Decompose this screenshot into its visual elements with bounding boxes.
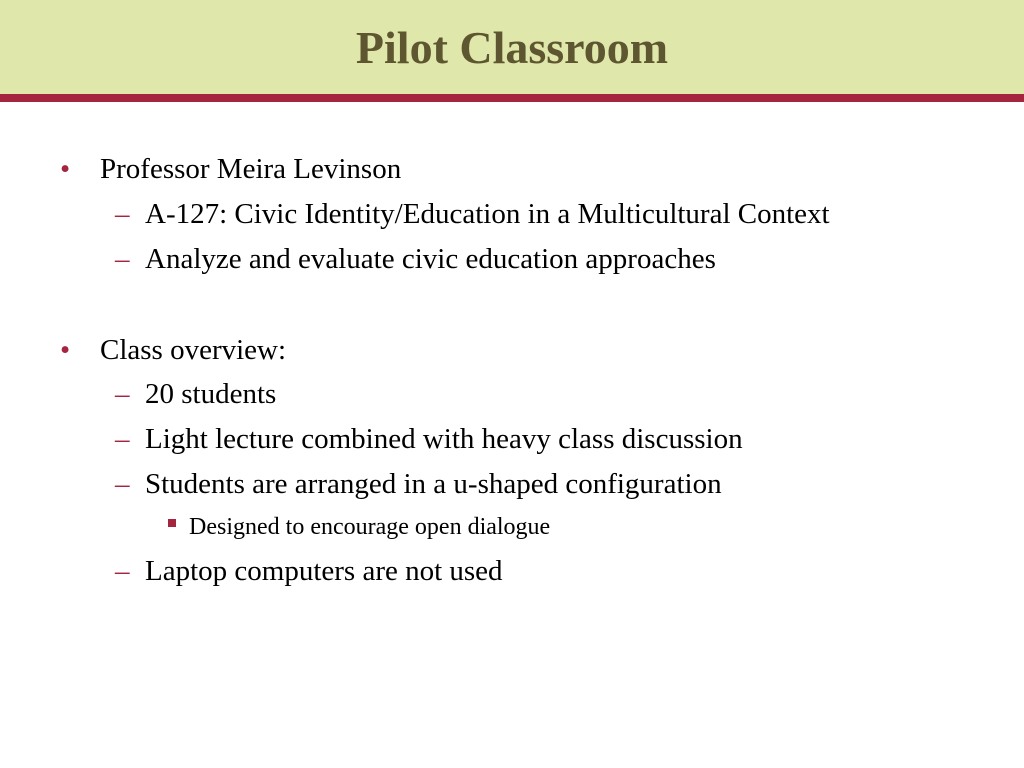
bullet-marker: • — [60, 153, 71, 185]
dash-marker: – — [115, 468, 130, 500]
dash-marker: – — [115, 243, 130, 275]
dash-marker: – — [115, 198, 130, 230]
sub-sub-item: Designed to encourage open dialogue — [189, 514, 551, 540]
bullet-marker: • — [60, 334, 71, 366]
bullet-item: Professor Meira Levinson — [100, 153, 402, 185]
square-bullet-icon — [168, 519, 176, 527]
dash-marker: – — [115, 378, 130, 410]
dash-marker: – — [115, 423, 130, 455]
sub-item: Analyze and evaluate civic education approaches — [145, 243, 716, 275]
slide-title: Pilot Classroom — [355, 22, 669, 73]
sub-item: 20 students — [145, 378, 277, 410]
sub-item: A-127: Civic Identity/Education in a Multicultural Context — [145, 198, 830, 230]
sub-item: Light lecture combined with heavy class discussion — [145, 423, 743, 455]
sub-item: Laptop computers are not used — [145, 555, 503, 587]
bullet-item: Class overview: — [100, 334, 287, 366]
dash-marker: – — [115, 555, 130, 587]
sub-item: Students are arranged in a u-shaped configuration — [145, 468, 722, 500]
